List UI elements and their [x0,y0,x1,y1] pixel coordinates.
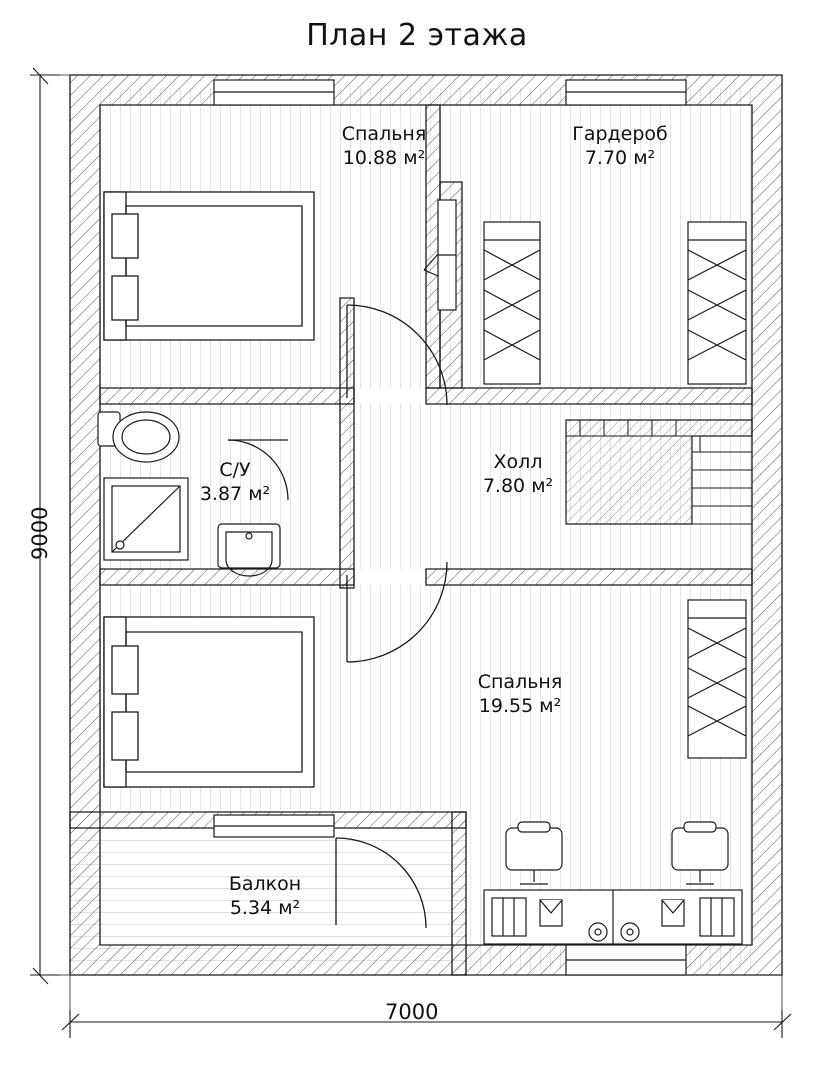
room-label-wardrobe: Гардероб 7.70 м² [572,123,668,170]
bedroom-closet [688,600,746,758]
dimension-height-label: 9000 [28,506,52,560]
room-label-hall: Холл 7.80 м² [482,451,554,498]
bed-bottom [104,617,314,787]
dimension-width-label: 7000 [385,1000,439,1024]
bed-top [104,192,314,340]
room-label-bathroom: С/У 3.87 м² [199,459,271,506]
page-title: План 2 этажа [306,18,528,53]
room-label-balcony: Балкон 5.34 м² [228,873,302,920]
room-label-bedroom-top: Спальня 10.88 м² [341,123,427,170]
room-label-bedroom-bottom: Спальня 19.55 м² [477,671,563,718]
